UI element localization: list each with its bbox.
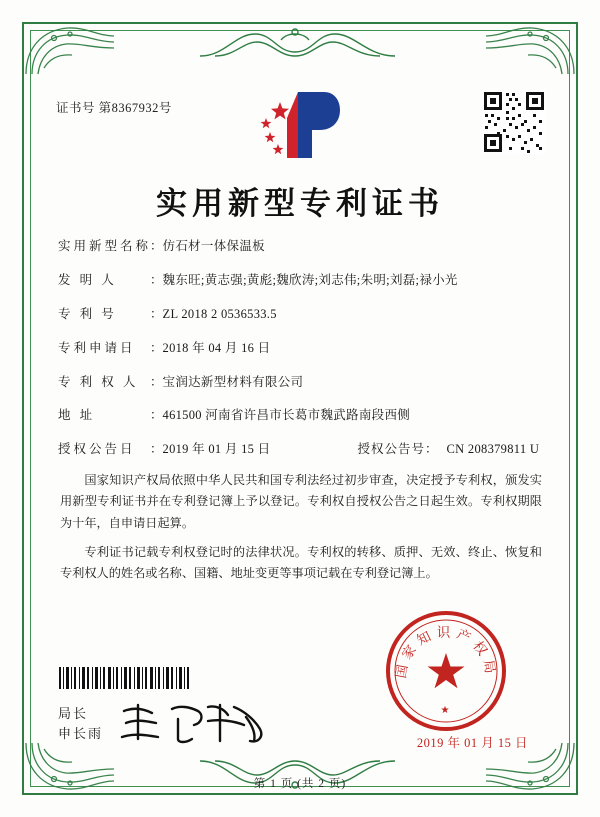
field-row-patent-number xyxy=(58,306,544,323)
signature-title: 局长 xyxy=(58,706,89,721)
seal-date: 2019 年 01 月 15 日 xyxy=(416,736,528,750)
qr-code xyxy=(482,90,546,154)
field-list xyxy=(58,238,544,475)
official-seal xyxy=(384,609,508,733)
field-colon-name: ： xyxy=(150,239,163,253)
handwritten-signature xyxy=(116,699,276,745)
field-value-patent-number: ZL 2018 2 0536533.5 xyxy=(162,306,277,321)
svg-text:★: ★ xyxy=(440,705,452,716)
legal-paragraph-1: 国家知识产权局依照中华人民共和国专利法经过初步审查，决定授予专利权，颁发实用新型专利证书并在专利登记簿上予以登记。专利权自授权公告之日起生效。专利权期限为十年，自申请日起算。 xyxy=(60,473,542,530)
field-value-grant-date: 2019 年 01 月 15 日 xyxy=(162,442,271,457)
field-label-address: 地 址 xyxy=(58,408,96,423)
cnipa-logo-icon xyxy=(254,88,346,164)
field-colon-patentee: ： xyxy=(150,374,163,389)
signature-block xyxy=(58,704,103,743)
top-flourish-ornament xyxy=(195,26,405,62)
field-label-patentee: 专 利 权 人 xyxy=(58,374,139,389)
field-value-grant-number: CN 208379811 U xyxy=(446,442,540,457)
certificate-number: 证书号 第8367932号 xyxy=(56,101,172,115)
field-value-application-date: 2018 年 04 月 16 日 xyxy=(162,340,271,355)
field-label-grant-date: 授权公告日 xyxy=(58,442,136,457)
field-value-inventors: 魏东旺;黄志强;黄彪;魏欣涛;刘志伟;朱明;刘磊;禄小光 xyxy=(162,272,458,287)
field-label-application-date: 专利申请日 xyxy=(58,340,136,355)
field-label-name: 实用新型名称 xyxy=(58,239,152,253)
field-row-address xyxy=(58,407,544,424)
field-colon-grant-date: ： xyxy=(150,442,163,457)
field-row-patentee xyxy=(58,374,544,391)
signature-name: 申长雨 xyxy=(58,725,104,741)
svg-text:国家知识产权局: 国家知识产权局 xyxy=(393,625,499,680)
field-value-address: 461500 河南省许昌市长葛市魏武路南段西侧 xyxy=(162,408,411,423)
field-row-grant-announcement xyxy=(58,441,544,458)
field-value-name: 仿石材一体保温板 xyxy=(162,239,265,253)
field-row-application-date xyxy=(58,340,544,357)
page-title: 实用新型专利证书 xyxy=(156,186,444,222)
field-colon-application-date: ： xyxy=(150,340,163,355)
corner-ornament-top-left xyxy=(24,24,116,76)
certificate-content xyxy=(46,70,554,761)
field-label-inventors: 发 明 人 xyxy=(58,272,117,287)
legal-paragraph-2: 专利证书记载专利权登记时的法律状况。专利权的转移、质押、无效、终止、恢复和专利权人的姓名或名称、国籍、地址变更等事项记载在专利登记簿上。 xyxy=(60,545,542,581)
field-colon-address: ： xyxy=(150,408,163,423)
field-label-grant-number: 授权公告号： xyxy=(357,442,439,457)
legal-text-block xyxy=(60,470,542,593)
field-row-inventors xyxy=(58,272,544,289)
field-value-patentee: 宝润达新型材料有限公司 xyxy=(162,374,304,389)
field-colon-inventors: ： xyxy=(150,272,163,287)
barcode xyxy=(58,667,190,689)
field-row-name xyxy=(58,238,544,255)
field-label-patent-number: 专 利 号 xyxy=(58,306,117,321)
corner-ornament-top-right xyxy=(484,24,576,76)
page-footer: 第 1 页 (共 2 页) xyxy=(253,778,347,790)
field-colon-patent-number: ： xyxy=(150,306,163,321)
